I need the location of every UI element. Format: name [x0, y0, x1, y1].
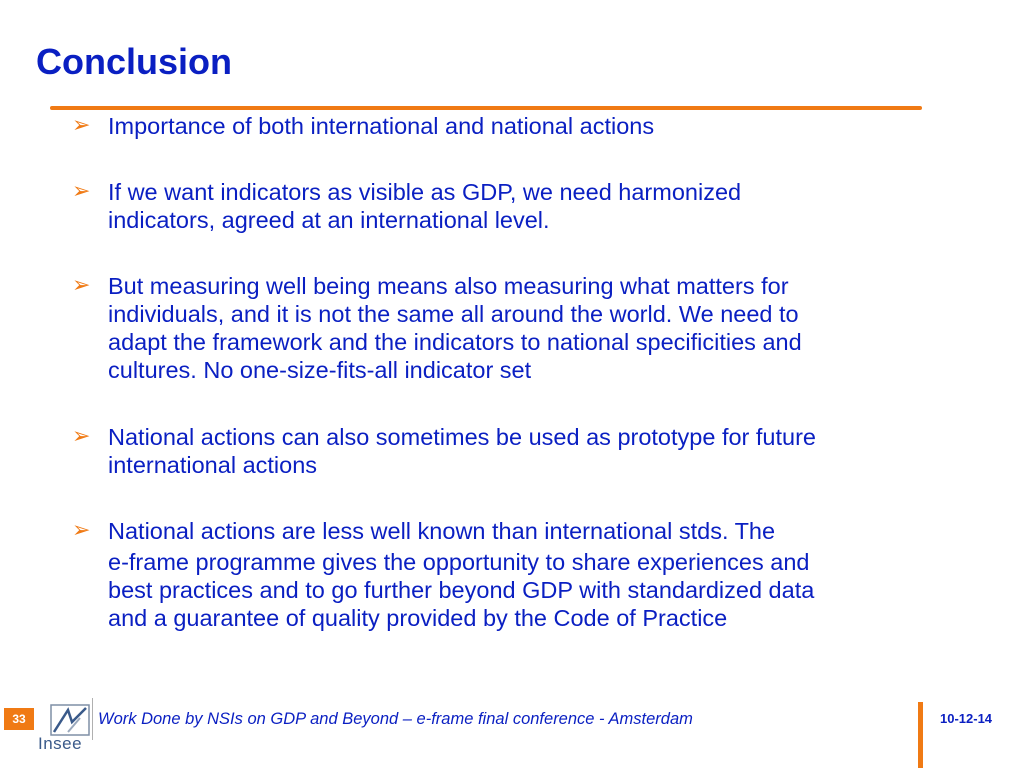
bullet-line: international actions	[108, 452, 318, 478]
insee-logo	[36, 700, 92, 756]
arrow-bullet-icon: ➢	[72, 273, 91, 298]
slide-title: Conclusion	[36, 41, 232, 82]
bullet-line: cultures. No one-size-fits-all indicator set	[108, 357, 532, 383]
bullet-line: If we want indicators as visible as GDP, we need harmonized	[108, 179, 742, 205]
footer-conference-text: Work Done by NSIs on GDP and Beyond – e-frame final conference - Amsterdam	[98, 710, 693, 728]
bullet-text	[108, 178, 970, 234]
logo-text: Insee	[38, 734, 83, 753]
arrow-bullet-icon: ➢	[72, 179, 91, 204]
arrow-bullet-icon: ➢	[72, 518, 91, 543]
bullet-line: National actions are less well known than international stds. The	[108, 518, 776, 544]
bullet-text	[108, 517, 970, 632]
bullet-line: But measuring well being means also measuring what matters for	[108, 273, 789, 299]
page-number: 33	[4, 708, 34, 730]
bullet-text	[108, 112, 970, 140]
bullet-line: best practices and to go further beyond GDP with standardized data	[108, 577, 815, 603]
bullet-text	[108, 423, 970, 479]
footer-divider	[92, 698, 93, 740]
footer-accent-bar	[918, 702, 923, 768]
insee-logo-icon	[50, 704, 90, 736]
bullet-text	[108, 272, 970, 384]
title-underline	[50, 106, 922, 110]
bullet-line: adapt the framework and the indicators to national specificities and	[108, 329, 802, 355]
bullet-line: Importance of both international and national actions	[108, 113, 655, 139]
arrow-bullet-icon: ➢	[72, 424, 91, 449]
bullet-line: National actions can also sometimes be used as prototype for future	[108, 424, 816, 450]
arrow-bullet-icon: ➢	[72, 113, 91, 138]
footer-date: 10-12-14	[940, 711, 993, 726]
bullet-line: individuals, and it is not the same all around the world. We need to	[108, 301, 799, 327]
bullet-line: e-frame programme gives the opportunity to share experiences and	[108, 549, 810, 575]
bullet-line: indicators, agreed at an international level.	[108, 207, 550, 233]
bullet-line: and a guarantee of quality provided by the Code of Practice	[108, 605, 728, 631]
